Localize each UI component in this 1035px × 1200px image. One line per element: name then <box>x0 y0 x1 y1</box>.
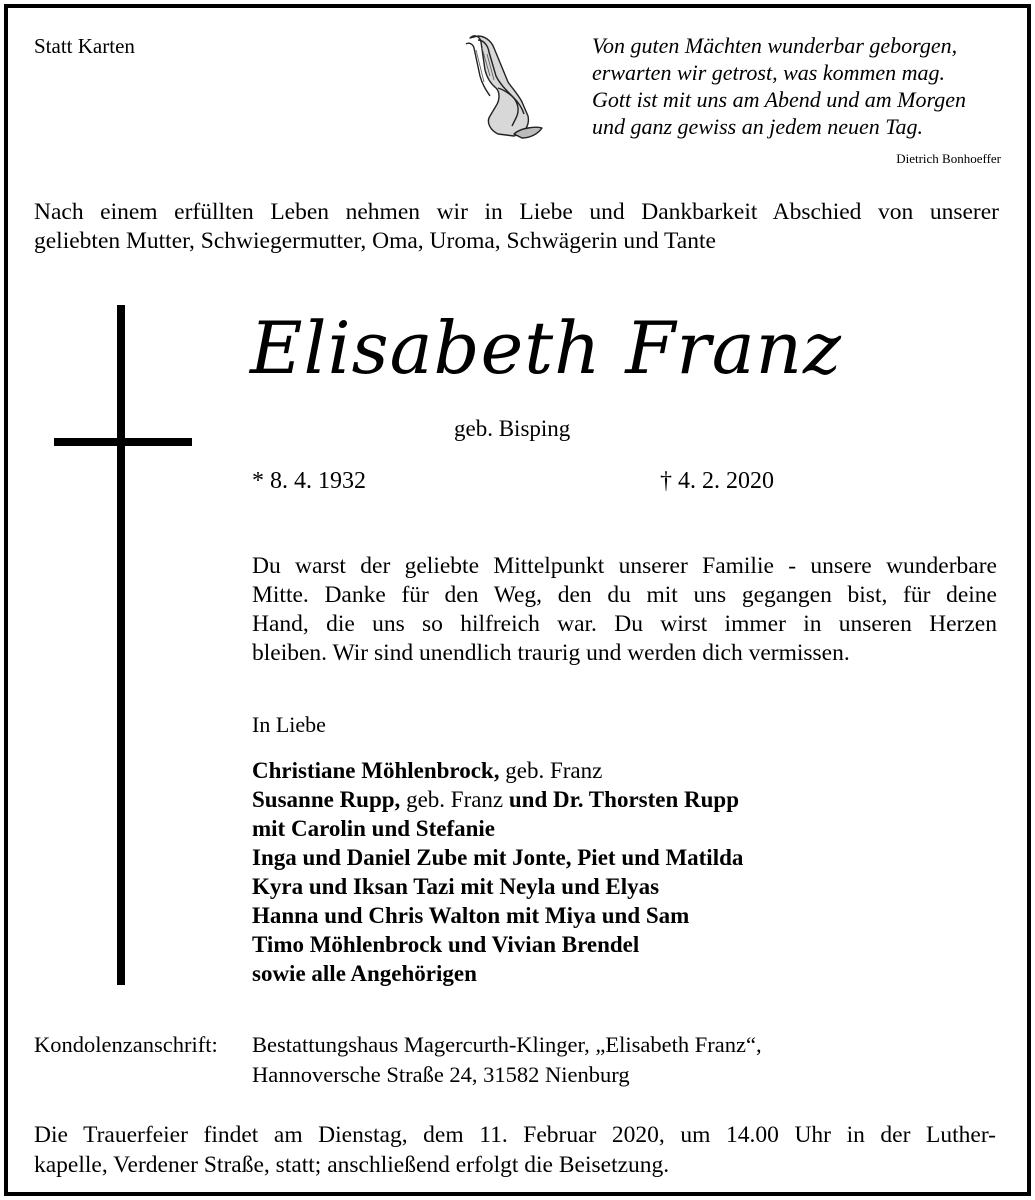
statt-karten-label: Statt Karten <box>34 34 135 58</box>
mourners-list <box>252 756 743 988</box>
death-date: † 4. 2. 2020 <box>660 468 774 494</box>
mourner-line <box>252 785 743 814</box>
condolence-label: Kondolenzanschrift: <box>34 1032 218 1057</box>
maiden-name: geb. Bisping <box>454 416 571 441</box>
tribute-line: Du warst der geliebte Mittelpunkt unserer Familie - unsere wunderbare <box>252 553 997 579</box>
tribute-paragraph <box>252 552 997 668</box>
tribute-line: Mitte. Danke für den Weg, den du mit uns gegangen bist, für deine <box>252 582 997 608</box>
mourner-maiden: geb. Franz <box>400 787 509 812</box>
poem-author: Dietrich Bonhoeffer <box>896 151 1001 166</box>
mourner-line: Hanna und Chris Walton mit Miya und Sam <box>252 903 690 928</box>
poem-line: und ganz gewiss an jedem neuen Tag. <box>592 114 924 139</box>
mourner-partner: und Dr. Thorsten Rupp <box>508 787 739 812</box>
funeral-info <box>34 1120 996 1180</box>
funeral-line-2: kapelle, Verdener Straße, statt; anschließend erfolgt die Beisetzung. <box>34 1152 670 1178</box>
intro-line-1: Nach einem erfüllten Leben nehmen wir in Liebe und Dankbarkeit Abschied von unserer <box>34 199 999 225</box>
mourner-maiden: geb. Franz <box>499 758 603 783</box>
birth-date: * 8. 4. 1932 <box>252 468 366 494</box>
poem-line: Von guten Mächten wunderbar geborgen, <box>592 33 958 58</box>
cross-bar <box>54 438 192 446</box>
mourner-line <box>252 756 743 785</box>
bonhoeffer-poem <box>592 32 1012 140</box>
tribute-line: Hand, die uns so hilfreich war. Du wirst immer in unseren Herzen <box>252 611 997 637</box>
cross-icon <box>117 305 125 985</box>
praying-hands-icon <box>454 30 544 140</box>
mourner-line: Timo Möhlenbrock und Vivian Brendel <box>252 932 640 957</box>
mourner-line: mit Carolin und Stefanie <box>252 816 496 841</box>
condolence-address-line-1: Bestattungshaus Magercurth-Klinger, „Elisabeth Franz“, <box>252 1032 762 1057</box>
mourner-line: Kyra und Iksan Tazi mit Neyla und Elyas <box>252 874 660 899</box>
in-liebe-heading: In Liebe <box>252 712 326 737</box>
poem-line: erwarten wir getrost, was kommen mag. <box>592 60 946 85</box>
mourner-line: Inga und Daniel Zube mit Jonte, Piet und Matilda <box>252 845 744 870</box>
condolence-address-line-2: Hannoversche Straße 24, 31582 Nienburg <box>252 1062 630 1087</box>
intro-text <box>34 198 999 256</box>
intro-line-2: geliebten Mutter, Schwiegermutter, Oma, Uroma, Schwägerin und Tante <box>34 228 716 254</box>
deceased-name: Elisabeth Franz <box>250 306 842 390</box>
funeral-line-1: Die Trauerfeier findet am Dienstag, dem 11. Februar 2020, um 14.00 Uhr in der Luther- <box>34 1122 996 1148</box>
tribute-line: bleiben. Wir sind unendlich traurig und werden dich vermissen. <box>252 640 850 666</box>
mourner-name: Christiane Möhlenbrock, <box>252 758 500 783</box>
mourner-line: sowie alle Angehörigen <box>252 961 477 986</box>
mourner-name: Susanne Rupp, <box>252 787 401 812</box>
poem-line: Gott ist mit uns am Abend und am Morgen <box>592 87 966 112</box>
